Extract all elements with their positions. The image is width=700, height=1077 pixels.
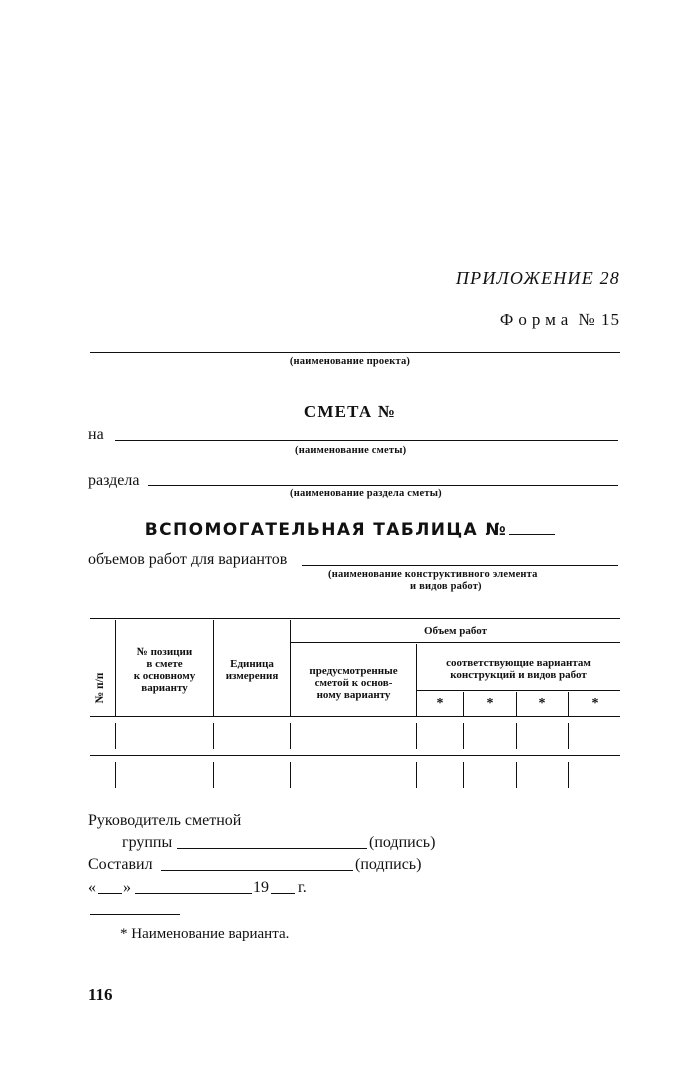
volumes-label: объемов работ для вариантов: [88, 551, 288, 568]
table-cell-rule: [290, 762, 291, 788]
aux-table-number-blank: [509, 534, 555, 535]
col-unit-line: измерения: [225, 670, 279, 682]
table-cell-rule: [416, 723, 417, 749]
footnote: * Наименование варианта.: [120, 926, 290, 942]
head-signature-note: (подпись): [369, 834, 436, 851]
table-cell-rule: [516, 762, 517, 788]
head-label-2: группы: [122, 834, 173, 851]
col-variants-line: конструкций и видов работ: [450, 669, 587, 681]
razdel-label: раздела: [88, 472, 140, 489]
variant-mark: *: [436, 696, 444, 711]
aux-table-title: [0, 520, 700, 540]
na-label: на: [88, 426, 104, 443]
col-volume-header: Объем работ: [423, 625, 488, 637]
col-variants-header: [417, 657, 620, 681]
date-close-quote: »: [123, 879, 131, 896]
aux-table-title-text: ВСПОМОГАТЕЛЬНАЯ ТАБЛИЦА №: [144, 520, 508, 540]
date-year-suffix: г.: [298, 879, 307, 896]
table-col-rule: [463, 692, 464, 716]
col-variants-line: соответствующие вариантам: [446, 657, 591, 669]
date-open-quote: «: [88, 879, 96, 896]
col-position-line: в смете: [146, 658, 183, 670]
compiled-signature-note: (подпись): [355, 856, 422, 873]
table-cell-rule: [416, 762, 417, 788]
project-caption: (наименование проекта): [289, 356, 411, 367]
smeta-name-line: [115, 440, 618, 441]
table-cell-rule: [115, 762, 116, 788]
smeta-name-caption: (наименование сметы): [295, 445, 407, 456]
col-planned-line: сметой к основ-: [314, 677, 393, 689]
variant-mark: *: [591, 696, 599, 711]
footnote-rule: [90, 914, 180, 915]
col-planned-line: предусмотренные: [309, 665, 398, 677]
table-row-rule: [90, 755, 620, 756]
table-cell-rule: [213, 723, 214, 749]
appendix-label: ПРИЛОЖЕНИЕ 28: [455, 268, 620, 288]
date-year-prefix: 19: [253, 879, 269, 896]
table-volume-rule: [290, 642, 620, 643]
page-number: 116: [88, 985, 113, 1004]
table-col-rule: [568, 692, 569, 716]
razdel-name-line: [148, 485, 618, 486]
date-month-line: [135, 893, 252, 894]
form-word: Форма: [499, 310, 574, 329]
element-name-line: [302, 565, 618, 566]
table-cell-rule: [516, 723, 517, 749]
element-caption-2: и видов работ): [410, 581, 482, 592]
project-name-line: [90, 352, 620, 353]
table-cell-rule: [568, 723, 569, 749]
aux-table: [90, 618, 620, 783]
date-day-line: [98, 893, 122, 894]
table-header-bottom-rule: [90, 716, 620, 717]
col-position-line: варианту: [141, 682, 188, 694]
head-label-1: Руководитель сметной: [88, 812, 242, 829]
col-position-header: [116, 646, 213, 694]
smeta-title: СМЕТА №: [303, 402, 397, 421]
table-cell-rule: [115, 723, 116, 749]
table-cell-rule: [290, 723, 291, 749]
col-planned-header: [291, 665, 416, 701]
col-unit-line: Единица: [230, 658, 274, 670]
element-caption-1: (наименование конструктивного элемента: [328, 569, 538, 580]
date-year-line: [271, 893, 295, 894]
compiled-signature-line: [161, 870, 353, 871]
col-position-line: к основному: [133, 670, 196, 682]
table-top-rule: [90, 618, 620, 619]
form-number-value: № 15: [578, 310, 620, 329]
variant-mark: *: [486, 696, 494, 711]
razdel-caption: (наименование раздела сметы): [290, 488, 442, 499]
table-cell-rule: [463, 762, 464, 788]
table-variants-rule: [416, 690, 620, 691]
variant-mark: *: [538, 696, 546, 711]
table-col-rule: [516, 692, 517, 716]
compiled-label: Составил: [88, 856, 153, 873]
table-cell-rule: [568, 762, 569, 788]
col-position-line: № позиции: [136, 646, 193, 658]
form-number: [500, 310, 620, 330]
col-num-header: № п/п: [94, 672, 106, 704]
col-planned-line: ному варианту: [316, 689, 391, 701]
head-signature-line: [177, 848, 367, 849]
table-cell-rule: [463, 723, 464, 749]
table-cell-rule: [213, 762, 214, 788]
col-unit-header: [214, 658, 290, 682]
